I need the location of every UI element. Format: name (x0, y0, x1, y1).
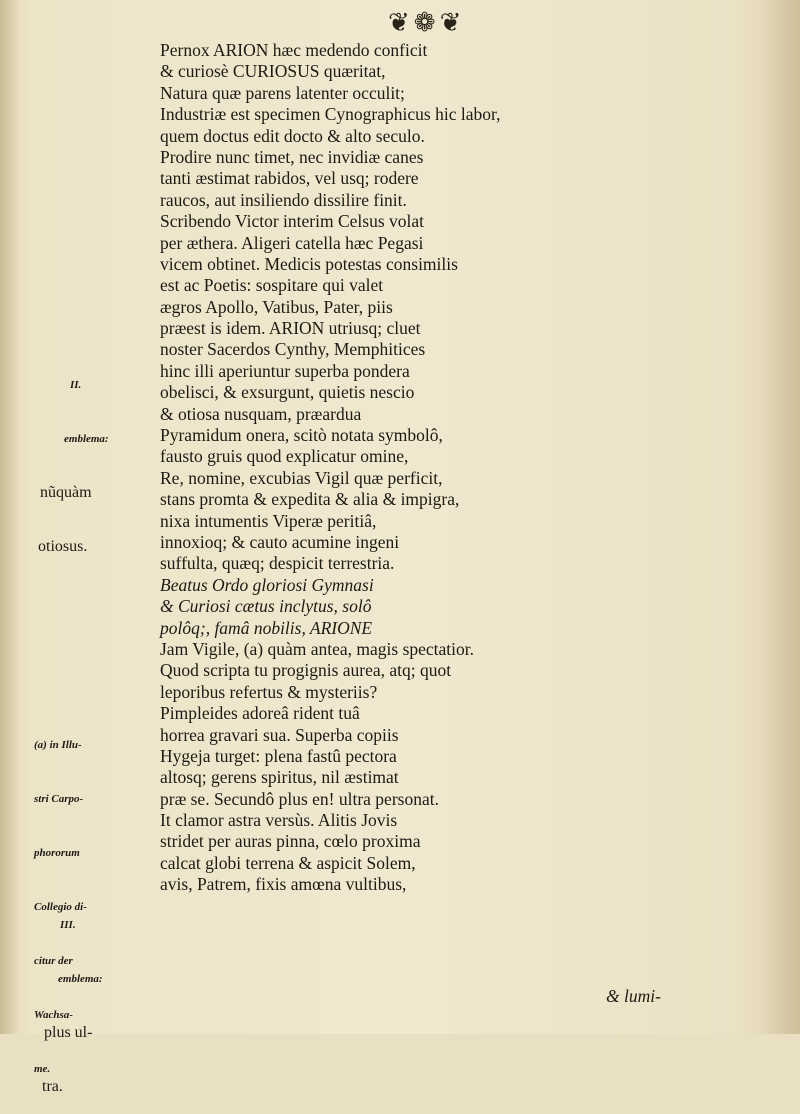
note-number: II. (70, 379, 82, 391)
text-line: Prodire nunc timet, nec invidiæ canes (160, 146, 424, 167)
note-text: Wachsa- (34, 1009, 73, 1021)
text-line: stridet per auras pinna, cœlo proxima (160, 831, 421, 852)
note-text: stri Carpo- (34, 793, 84, 805)
text-line: altosq; gerens spiritus, nil æstimat (160, 767, 399, 788)
page-edge-shadow (760, 0, 800, 1034)
text-line: noster Sacerdos Cynthy, Memphitices (160, 339, 426, 360)
text-line: suffulta, quæq; despicit terrestria. (160, 553, 395, 574)
text-line: per æthera. Aligeri catella hæc Pegasi (160, 232, 424, 253)
text-line: Pernox ARION hæc medendo conficit (160, 40, 428, 60)
text-line: Jam Vigile, (a) quàm antea, magis spectatior. (160, 638, 475, 659)
text-line: Pimpleides adoreâ rident tuâ (160, 703, 360, 724)
text-line: nixa intumentis Viperæ peritiâ, (160, 510, 377, 531)
text-line: & otiosa nusquam, præardua (160, 403, 362, 424)
note-text: plus ul- (44, 1024, 93, 1041)
note-text: citur der (34, 955, 73, 967)
text-line: tanti æstimat rabidos, vel usq; rodere (160, 168, 419, 189)
note-text: me. (34, 1063, 51, 1075)
text-line: innoxioq; & cauto acumine ingeni (160, 531, 400, 552)
main-text (160, 40, 600, 896)
text-line: It clamor astra versùs. Alitis Jovis (160, 810, 398, 831)
text-line: horrea gravari sua. Superba copiis (160, 724, 399, 745)
text-line: vicem obtinet. Medicis potestas consimilis (160, 253, 458, 274)
text-line: hinc illi aperiuntur superba pondera (160, 360, 410, 381)
text-line: præest is idem. ARION utriusq; cluet (160, 318, 421, 339)
text-line: Re, nomine, excubias Vigil quæ perficit, (160, 467, 443, 488)
note-label: emblema: (64, 433, 109, 445)
text-line: præ se. Secundô plus en! ultra personat. (160, 788, 439, 809)
head-ornament-icon: ❦❁❦ (388, 8, 466, 38)
text-line: raucos, aut insiliendo dissilire finit. (160, 189, 407, 210)
text-line: polôq;, famâ nobilis, ARIONE (160, 617, 373, 638)
text-line: & Curiosi cætus inclytus, solô (160, 596, 372, 617)
text-line: est ac Poetis: sospitare qui valet (160, 275, 384, 296)
note-text: tra. (42, 1078, 63, 1095)
text-line: Pyramidum onera, scitò notata symbolô, (160, 425, 443, 446)
text-line: Scribendo Victor interim Celsus volat (160, 211, 425, 232)
text-line: Hygeja turget: plena fastû pectora (160, 745, 397, 766)
note-text: otiosus. (38, 538, 88, 555)
text-line: leporibus refertus & mysteriis? (160, 681, 378, 702)
text-line: Quod scripta tu progignis aurea, atq; quot (160, 660, 452, 681)
note-text: nũquàm (40, 484, 92, 501)
text-line: fausto gruis quod explicatur omine, (160, 446, 409, 467)
note-text: phororum (34, 847, 80, 859)
catchword: & lumi- (606, 986, 661, 1006)
text-line: quem doctus edit docto & alto seculo. (160, 125, 425, 146)
text-line: Beatus Ordo gloriosi Gymnasi (160, 574, 374, 595)
text-line: calcat globi terrena & aspicit Solem, (160, 852, 416, 873)
text-line: & curiosè CURIOSUS quæritat, (160, 61, 386, 82)
note-text: Collegio di- (34, 901, 87, 913)
text-line: Industriæ est specimen Cynographicus hic labor, (160, 104, 501, 125)
note-label: emblema: (58, 973, 103, 985)
text-line: avis, Patrem, fixis amœna vultibus, (160, 874, 407, 895)
text-line: obelisci, & exsurgunt, quietis nescio (160, 382, 415, 403)
page-gutter (0, 0, 18, 1034)
note-number: III. (60, 919, 76, 931)
text-line: ægros Apollo, Vatibus, Pater, piis (160, 296, 393, 317)
text-line: Natura quæ parens latenter occulit; (160, 82, 405, 103)
text-line: stans promta & expedita & alia & impigra, (160, 489, 460, 510)
note-text: (a) in Illu- (34, 739, 82, 751)
margin-note-emblem-2 (38, 340, 109, 574)
